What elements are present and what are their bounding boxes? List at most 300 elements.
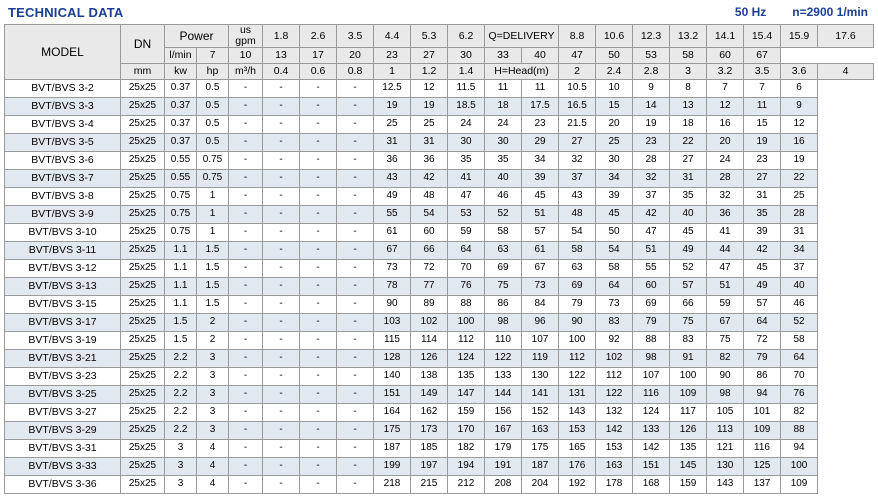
cell-head-1: - xyxy=(263,476,300,494)
cell-head-1: - xyxy=(263,278,300,296)
cell-head-15: 109 xyxy=(781,476,818,494)
flow-lmin-15: 67 xyxy=(744,48,781,64)
cell-head-6: 100 xyxy=(448,314,485,332)
cell-dn: 25x25 xyxy=(121,98,165,116)
cell-head-10: 64 xyxy=(596,278,633,296)
cell-head-7: 69 xyxy=(485,260,522,278)
cell-head-12: 126 xyxy=(670,422,707,440)
cell-head-13: 90 xyxy=(707,368,744,386)
cell-head-1: - xyxy=(263,242,300,260)
cell-head-1: - xyxy=(263,188,300,206)
flow-lmin-10: 47 xyxy=(559,48,596,64)
cell-model: BVT/BVS 3-9 xyxy=(5,206,121,224)
cell-head-14: 57 xyxy=(744,296,781,314)
cell-model: BVT/BVS 3-12 xyxy=(5,260,121,278)
cell-head-1: - xyxy=(263,116,300,134)
cell-kw: 0.75 xyxy=(165,224,197,242)
cell-model: BVT/BVS 3-31 xyxy=(5,440,121,458)
cell-head-8: 163 xyxy=(522,422,559,440)
cell-head-4: 49 xyxy=(374,188,411,206)
cell-hp: 1.5 xyxy=(197,242,229,260)
flow-lmin-9: 40 xyxy=(522,48,559,64)
cell-head-7: 86 xyxy=(485,296,522,314)
table-row xyxy=(5,188,874,206)
flow-lmin-13: 58 xyxy=(670,48,707,64)
flow-m3h-9: 2.4 xyxy=(596,64,633,80)
cell-hp: 0.5 xyxy=(197,98,229,116)
cell-head-14: 125 xyxy=(744,458,781,476)
cell-head-11: 42 xyxy=(633,206,670,224)
cell-head-15: 9 xyxy=(781,98,818,116)
cell-head-5: 197 xyxy=(411,458,448,476)
cell-head-3: - xyxy=(337,476,374,494)
cell-head-14: 79 xyxy=(744,350,781,368)
cell-head-6: 64 xyxy=(448,242,485,260)
cell-head-7: 98 xyxy=(485,314,522,332)
cell-head-11: 14 xyxy=(633,98,670,116)
cell-dn: 25x25 xyxy=(121,260,165,278)
cell-head-2: - xyxy=(300,368,337,386)
cell-head-1: - xyxy=(263,314,300,332)
cell-head-15: 88 xyxy=(781,422,818,440)
unit-kw: kw xyxy=(165,64,197,80)
cell-head-14: 86 xyxy=(744,368,781,386)
flow-m3h-8: 2 xyxy=(559,64,596,80)
cell-head-0: - xyxy=(229,404,263,422)
table-row xyxy=(5,98,874,116)
cell-head-15: 52 xyxy=(781,314,818,332)
unit-lmin: l/min xyxy=(165,48,197,64)
flow-m3h-12: 3.2 xyxy=(707,64,744,80)
cell-head-15: 40 xyxy=(781,278,818,296)
cell-head-6: 59 xyxy=(448,224,485,242)
cell-kw: 1.1 xyxy=(165,242,197,260)
table-row xyxy=(5,152,874,170)
cell-head-14: 39 xyxy=(744,224,781,242)
cell-head-12: 57 xyxy=(670,278,707,296)
cell-head-11: 19 xyxy=(633,116,670,134)
cell-head-15: 46 xyxy=(781,296,818,314)
cell-head-10: 163 xyxy=(596,458,633,476)
cell-head-7: 75 xyxy=(485,278,522,296)
cell-model: BVT/BVS 3-17 xyxy=(5,314,121,332)
cell-head-5: 60 xyxy=(411,224,448,242)
cell-head-11: 133 xyxy=(633,422,670,440)
unit-mm: mm xyxy=(121,64,165,80)
cell-head-8: 187 xyxy=(522,458,559,476)
cell-model: BVT/BVS 3-3 xyxy=(5,98,121,116)
flow-m3h-3: 1 xyxy=(374,64,411,80)
cell-head-3: - xyxy=(337,206,374,224)
cell-model: BVT/BVS 3-8 xyxy=(5,188,121,206)
cell-head-15: 70 xyxy=(781,368,818,386)
table-row xyxy=(5,80,874,98)
flow-m3h-2: 0.8 xyxy=(337,64,374,80)
cell-head-14: 27 xyxy=(744,170,781,188)
cell-head-9: 37 xyxy=(559,170,596,188)
cell-head-2: - xyxy=(300,296,337,314)
cell-head-4: 67 xyxy=(374,242,411,260)
cell-head-7: 24 xyxy=(485,116,522,134)
cell-head-10: 178 xyxy=(596,476,633,494)
cell-head-4: 218 xyxy=(374,476,411,494)
cell-head-6: 11.5 xyxy=(448,80,485,98)
cell-head-12: 91 xyxy=(670,350,707,368)
cell-head-10: 102 xyxy=(596,350,633,368)
cell-head-9: 69 xyxy=(559,278,596,296)
cell-head-9: 21.5 xyxy=(559,116,596,134)
cell-head-12: 8 xyxy=(670,80,707,98)
cell-hp: 1 xyxy=(197,188,229,206)
cell-head-1: - xyxy=(263,386,300,404)
cell-head-4: 73 xyxy=(374,260,411,278)
cell-head-5: 77 xyxy=(411,278,448,296)
head-label: H=Head(m) xyxy=(485,64,559,80)
cell-head-6: 194 xyxy=(448,458,485,476)
cell-head-2: - xyxy=(300,440,337,458)
cell-head-12: 49 xyxy=(670,242,707,260)
cell-head-8: 84 xyxy=(522,296,559,314)
header-row-title xyxy=(5,25,874,48)
cell-dn: 25x25 xyxy=(121,476,165,494)
cell-head-12: 22 xyxy=(670,134,707,152)
cell-head-3: - xyxy=(337,404,374,422)
cell-head-2: - xyxy=(300,386,337,404)
cell-head-0: - xyxy=(229,458,263,476)
flow-m3h-11: 3 xyxy=(670,64,707,80)
table-row xyxy=(5,296,874,314)
cell-head-9: 10.5 xyxy=(559,80,596,98)
pump-performance-table xyxy=(4,24,874,494)
col-header-model: MODEL xyxy=(5,25,121,80)
cell-model: BVT/BVS 3-25 xyxy=(5,386,121,404)
cell-hp: 3 xyxy=(197,368,229,386)
cell-kw: 3 xyxy=(165,458,197,476)
cell-head-10: 50 xyxy=(596,224,633,242)
cell-head-4: 128 xyxy=(374,350,411,368)
table-row xyxy=(5,368,874,386)
table-row xyxy=(5,350,874,368)
table-row xyxy=(5,116,874,134)
cell-head-10: 142 xyxy=(596,422,633,440)
cell-kw: 3 xyxy=(165,440,197,458)
cell-kw: 1.1 xyxy=(165,296,197,314)
cell-head-12: 83 xyxy=(670,332,707,350)
cell-head-14: 31 xyxy=(744,188,781,206)
cell-head-13: 44 xyxy=(707,242,744,260)
cell-dn: 25x25 xyxy=(121,440,165,458)
cell-head-12: 75 xyxy=(670,314,707,332)
cell-head-9: 79 xyxy=(559,296,596,314)
cell-head-8: 39 xyxy=(522,170,559,188)
cell-head-13: 98 xyxy=(707,386,744,404)
cell-head-8: 130 xyxy=(522,368,559,386)
cell-dn: 25x25 xyxy=(121,368,165,386)
cell-hp: 3 xyxy=(197,422,229,440)
cell-head-5: 48 xyxy=(411,188,448,206)
frequency-label: 50 Hz xyxy=(734,5,767,19)
cell-head-15: 82 xyxy=(781,404,818,422)
cell-head-7: 144 xyxy=(485,386,522,404)
cell-head-3: - xyxy=(337,422,374,440)
cell-head-9: 176 xyxy=(559,458,596,476)
cell-head-6: 112 xyxy=(448,332,485,350)
cell-hp: 3 xyxy=(197,386,229,404)
unit-m3h: m³/h xyxy=(229,64,263,80)
cell-head-7: 46 xyxy=(485,188,522,206)
cell-head-11: 37 xyxy=(633,188,670,206)
cell-head-4: 55 xyxy=(374,206,411,224)
flow-m3h-4: 1.2 xyxy=(411,64,448,80)
cell-hp: 4 xyxy=(197,440,229,458)
cell-kw: 0.75 xyxy=(165,206,197,224)
cell-kw: 2.2 xyxy=(165,404,197,422)
cell-head-1: - xyxy=(263,332,300,350)
cell-model: BVT/BVS 3-27 xyxy=(5,404,121,422)
cell-hp: 0.75 xyxy=(197,170,229,188)
cell-head-0: - xyxy=(229,422,263,440)
cell-head-3: - xyxy=(337,98,374,116)
cell-head-3: - xyxy=(337,350,374,368)
cell-head-0: - xyxy=(229,314,263,332)
cell-hp: 3 xyxy=(197,350,229,368)
cell-head-10: 45 xyxy=(596,206,633,224)
cell-head-11: 28 xyxy=(633,152,670,170)
cell-head-7: 133 xyxy=(485,368,522,386)
cell-head-14: 19 xyxy=(744,134,781,152)
cell-head-15: 37 xyxy=(781,260,818,278)
cell-head-14: 94 xyxy=(744,386,781,404)
table-row xyxy=(5,332,874,350)
cell-head-10: 122 xyxy=(596,386,633,404)
cell-head-15: 31 xyxy=(781,224,818,242)
cell-head-0: - xyxy=(229,296,263,314)
cell-head-0: - xyxy=(229,98,263,116)
cell-head-4: 61 xyxy=(374,224,411,242)
flow-usgpm-11: 13.2 xyxy=(670,25,707,48)
flow-usgpm-8: 8.8 xyxy=(559,25,596,48)
cell-head-0: - xyxy=(229,368,263,386)
cell-head-1: - xyxy=(263,80,300,98)
cell-head-8: 11 xyxy=(522,80,559,98)
cell-model: BVT/BVS 3-6 xyxy=(5,152,121,170)
cell-dn: 25x25 xyxy=(121,242,165,260)
table-row xyxy=(5,458,874,476)
cell-head-5: 114 xyxy=(411,332,448,350)
flow-lmin-5: 23 xyxy=(374,48,411,64)
cell-head-9: 100 xyxy=(559,332,596,350)
cell-head-1: - xyxy=(263,224,300,242)
table-row xyxy=(5,422,874,440)
cell-head-2: - xyxy=(300,170,337,188)
cell-head-15: 19 xyxy=(781,152,818,170)
cell-head-1: - xyxy=(263,134,300,152)
cell-head-13: 143 xyxy=(707,476,744,494)
cell-head-2: - xyxy=(300,476,337,494)
cell-head-6: 88 xyxy=(448,296,485,314)
cell-head-11: 60 xyxy=(633,278,670,296)
flow-lmin-7: 30 xyxy=(448,48,485,64)
cell-head-0: - xyxy=(229,188,263,206)
cell-dn: 25x25 xyxy=(121,458,165,476)
flow-m3h-5: 1.4 xyxy=(448,64,485,80)
flow-usgpm-14: 15.9 xyxy=(781,25,818,48)
cell-head-14: 42 xyxy=(744,242,781,260)
cell-model: BVT/BVS 3-4 xyxy=(5,116,121,134)
cell-head-10: 34 xyxy=(596,170,633,188)
cell-head-6: 41 xyxy=(448,170,485,188)
flow-lmin-6: 27 xyxy=(411,48,448,64)
cell-head-13: 75 xyxy=(707,332,744,350)
cell-head-13: 28 xyxy=(707,170,744,188)
cell-kw: 0.37 xyxy=(165,134,197,152)
cell-head-8: 45 xyxy=(522,188,559,206)
cell-head-0: - xyxy=(229,224,263,242)
cell-head-12: 145 xyxy=(670,458,707,476)
cell-model: BVT/BVS 3-11 xyxy=(5,242,121,260)
flow-usgpm-3: 4.4 xyxy=(374,25,411,48)
cell-head-3: - xyxy=(337,116,374,134)
cell-head-13: 41 xyxy=(707,224,744,242)
flow-lmin-8: 33 xyxy=(485,48,522,64)
cell-head-12: 27 xyxy=(670,152,707,170)
cell-head-15: 28 xyxy=(781,206,818,224)
flow-lmin-1: 10 xyxy=(229,48,263,64)
cell-head-7: 11 xyxy=(485,80,522,98)
cell-head-6: 18.5 xyxy=(448,98,485,116)
cell-head-4: 36 xyxy=(374,152,411,170)
col-header-dn: DN xyxy=(121,25,165,64)
cell-head-3: - xyxy=(337,296,374,314)
cell-head-10: 73 xyxy=(596,296,633,314)
cell-head-10: 83 xyxy=(596,314,633,332)
cell-head-13: 16 xyxy=(707,116,744,134)
cell-head-3: - xyxy=(337,386,374,404)
cell-head-6: 70 xyxy=(448,260,485,278)
cell-kw: 0.37 xyxy=(165,116,197,134)
cell-dn: 25x25 xyxy=(121,422,165,440)
cell-hp: 0.5 xyxy=(197,116,229,134)
cell-hp: 0.5 xyxy=(197,80,229,98)
cell-head-5: 185 xyxy=(411,440,448,458)
flow-m3h-10: 2.8 xyxy=(633,64,670,80)
cell-head-6: 147 xyxy=(448,386,485,404)
cell-head-14: 35 xyxy=(744,206,781,224)
cell-head-4: 90 xyxy=(374,296,411,314)
cell-head-14: 137 xyxy=(744,476,781,494)
cell-hp: 4 xyxy=(197,476,229,494)
cell-hp: 2 xyxy=(197,314,229,332)
cell-head-0: - xyxy=(229,350,263,368)
cell-head-8: 141 xyxy=(522,386,559,404)
cell-head-0: - xyxy=(229,386,263,404)
cell-head-6: 47 xyxy=(448,188,485,206)
cell-head-12: 52 xyxy=(670,260,707,278)
cell-hp: 2 xyxy=(197,332,229,350)
cell-dn: 25x25 xyxy=(121,278,165,296)
cell-model: BVT/BVS 3-7 xyxy=(5,170,121,188)
cell-head-9: 27 xyxy=(559,134,596,152)
cell-dn: 25x25 xyxy=(121,296,165,314)
cell-head-6: 30 xyxy=(448,134,485,152)
cell-hp: 1.5 xyxy=(197,296,229,314)
cell-head-1: - xyxy=(263,296,300,314)
cell-head-5: 138 xyxy=(411,368,448,386)
cell-head-11: 98 xyxy=(633,350,670,368)
cell-head-15: 94 xyxy=(781,440,818,458)
cell-head-14: 109 xyxy=(744,422,781,440)
unit-usgpm: us gpm xyxy=(229,25,263,48)
cell-head-9: 43 xyxy=(559,188,596,206)
cell-dn: 25x25 xyxy=(121,314,165,332)
cell-head-7: 156 xyxy=(485,404,522,422)
cell-head-5: 149 xyxy=(411,386,448,404)
cell-head-2: - xyxy=(300,206,337,224)
cell-head-2: - xyxy=(300,350,337,368)
flow-usgpm-5: 6.2 xyxy=(448,25,485,48)
cell-head-5: 31 xyxy=(411,134,448,152)
cell-head-9: 153 xyxy=(559,422,596,440)
cell-head-12: 35 xyxy=(670,188,707,206)
cell-hp: 0.5 xyxy=(197,134,229,152)
cell-head-13: 121 xyxy=(707,440,744,458)
cell-hp: 1 xyxy=(197,224,229,242)
cell-head-11: 107 xyxy=(633,368,670,386)
flow-lmin-11: 50 xyxy=(596,48,633,64)
cell-head-8: 29 xyxy=(522,134,559,152)
cell-head-1: - xyxy=(263,350,300,368)
cell-head-2: - xyxy=(300,260,337,278)
cell-head-13: 51 xyxy=(707,278,744,296)
header-specs xyxy=(735,5,868,19)
cell-head-7: 18 xyxy=(485,98,522,116)
flow-m3h-14: 3.6 xyxy=(781,64,818,80)
cell-head-14: 15 xyxy=(744,116,781,134)
cell-head-8: 107 xyxy=(522,332,559,350)
cell-head-8: 23 xyxy=(522,116,559,134)
header-row-m3h xyxy=(5,64,874,80)
cell-head-15: 16 xyxy=(781,134,818,152)
cell-dn: 25x25 xyxy=(121,206,165,224)
cell-head-12: 13 xyxy=(670,98,707,116)
cell-head-0: - xyxy=(229,260,263,278)
cell-head-2: - xyxy=(300,134,337,152)
cell-head-2: - xyxy=(300,404,337,422)
table-row xyxy=(5,242,874,260)
cell-head-2: - xyxy=(300,242,337,260)
cell-head-13: 12 xyxy=(707,98,744,116)
cell-head-12: 100 xyxy=(670,368,707,386)
cell-dn: 25x25 xyxy=(121,134,165,152)
cell-model: BVT/BVS 3-33 xyxy=(5,458,121,476)
cell-head-13: 82 xyxy=(707,350,744,368)
cell-head-10: 10 xyxy=(596,80,633,98)
cell-head-13: 24 xyxy=(707,152,744,170)
cell-head-1: - xyxy=(263,152,300,170)
cell-head-7: 30 xyxy=(485,134,522,152)
cell-head-2: - xyxy=(300,332,337,350)
cell-head-3: - xyxy=(337,170,374,188)
cell-head-8: 61 xyxy=(522,242,559,260)
cell-head-11: 151 xyxy=(633,458,670,476)
cell-model: BVT/BVS 3-29 xyxy=(5,422,121,440)
cell-head-6: 124 xyxy=(448,350,485,368)
cell-head-8: 17.5 xyxy=(522,98,559,116)
cell-model: BVT/BVS 3-15 xyxy=(5,296,121,314)
cell-head-12: 31 xyxy=(670,170,707,188)
unit-hp: hp xyxy=(197,64,229,80)
cell-head-2: - xyxy=(300,314,337,332)
